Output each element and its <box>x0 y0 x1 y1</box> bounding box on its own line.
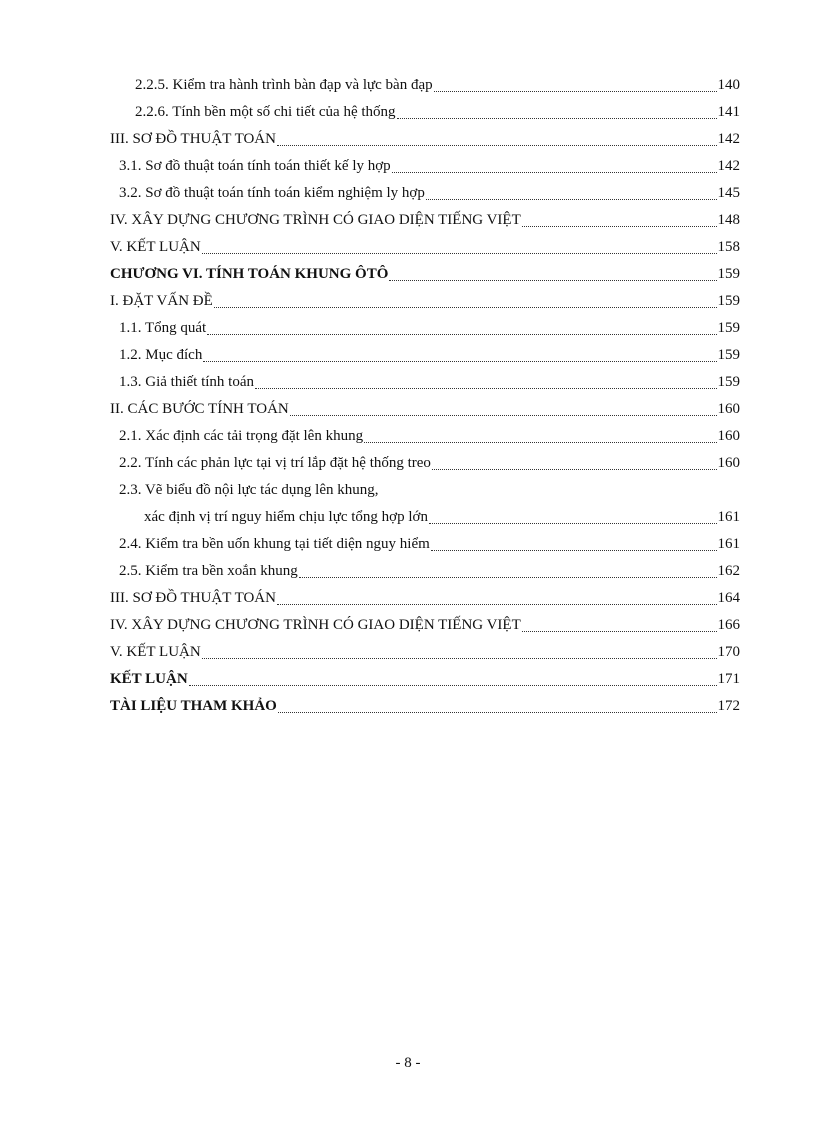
toc-entry[interactable] <box>110 558 740 585</box>
toc-entry[interactable] <box>110 639 740 666</box>
toc-entry[interactable] <box>110 261 740 288</box>
toc-entry-title: II. CÁC BƯỚC TÍNH TOÁN <box>110 401 289 417</box>
toc-entry-title: KẾT LUẬN <box>110 671 188 687</box>
toc-entry-title: 2.2.6. Tính bền một số chi tiết của hệ thống <box>135 104 396 120</box>
toc-entry-title: CHƯƠNG VI. TÍNH TOÁN KHUNG ÔTÔ <box>110 266 389 282</box>
toc-entry-page: 159 <box>717 320 740 336</box>
toc-entry-title: III. SƠ ĐỒ THUẬT TOÁN <box>110 590 276 606</box>
toc-entry[interactable] <box>110 450 740 477</box>
toc-entry[interactable] <box>110 477 740 504</box>
toc-dot-leader <box>214 307 717 308</box>
toc-entry-page: 140 <box>717 77 740 93</box>
toc-entry-title: 2.2. Tính các phản lực tại vị trí lắp đặt hệ thống treo <box>119 455 431 471</box>
toc-dot-leader <box>389 280 716 281</box>
toc-entry[interactable] <box>110 153 740 180</box>
toc-dot-leader <box>429 523 717 524</box>
toc-entry[interactable] <box>110 612 740 639</box>
toc-entry-page: 159 <box>717 293 740 309</box>
toc-dot-leader <box>426 199 717 200</box>
toc-entry-title: IV. XÂY DỰNG CHƯƠNG TRÌNH CÓ GIAO DIỆN TIẾNG VIỆT <box>110 617 521 633</box>
toc-entry-title: I. ĐẶT VẤN ĐỀ <box>110 293 213 309</box>
toc-entry[interactable] <box>110 396 740 423</box>
toc-entry-page: 159 <box>717 374 740 390</box>
toc-entry-page: 160 <box>717 455 740 471</box>
toc-entry-page: 142 <box>717 158 740 174</box>
toc-entry[interactable] <box>110 531 740 558</box>
toc-entry-title: 3.1. Sơ đồ thuật toán tính toán thiết kế ly hợp <box>119 158 391 174</box>
toc-entry-page: 170 <box>717 644 740 660</box>
toc-dot-leader <box>522 631 717 632</box>
toc-entry-title: 1.2. Mục đích <box>119 347 203 363</box>
toc-entry-title: V. KẾT LUẬN <box>110 239 201 255</box>
toc-entry[interactable] <box>110 693 740 720</box>
toc-entry-title: xác định vị trí nguy hiểm chịu lực tổng hợp lớn <box>144 509 428 525</box>
toc-dot-leader <box>202 658 717 659</box>
toc-entry-title: V. KẾT LUẬN <box>110 644 201 660</box>
toc-entry-page: 160 <box>717 401 740 417</box>
toc-entry-title: 1.3. Giả thiết tính toán <box>119 374 254 390</box>
toc-dot-leader <box>189 685 717 686</box>
toc-dot-leader <box>522 226 717 227</box>
toc-dot-leader <box>431 550 717 551</box>
toc-entry-page: 159 <box>717 347 740 363</box>
toc-dot-leader <box>278 712 717 713</box>
toc-entry-page: 161 <box>717 509 740 525</box>
toc-entry[interactable] <box>110 180 740 207</box>
toc-entry[interactable] <box>110 72 740 99</box>
toc-dot-leader <box>203 361 716 362</box>
toc-entry[interactable] <box>110 207 740 234</box>
toc-entry-title: IV. XÂY DỰNG CHƯƠNG TRÌNH CÓ GIAO DIỆN TIẾNG VIỆT <box>110 212 521 228</box>
toc-entry-page: 159 <box>717 266 740 282</box>
toc-entry-title: 2.1. Xác định các tải trọng đặt lên khung <box>119 428 364 444</box>
toc-entry-page: 171 <box>717 671 740 687</box>
toc-entry[interactable] <box>110 666 740 693</box>
toc-entry[interactable] <box>110 99 740 126</box>
toc-entry-page: 162 <box>717 563 740 579</box>
toc-entry[interactable] <box>110 342 740 369</box>
toc-dot-leader <box>299 577 717 578</box>
toc-entry-title: 2.2.5. Kiểm tra hành trình bàn đạp và lực bàn đạp <box>135 77 433 93</box>
toc-entry-title: III. SƠ ĐỒ THUẬT TOÁN <box>110 131 276 147</box>
toc-entry-page: 141 <box>717 104 740 120</box>
toc-entry-page: 172 <box>717 698 740 714</box>
toc-entry[interactable] <box>110 234 740 261</box>
toc-entry[interactable] <box>110 423 740 450</box>
table-of-contents <box>110 72 740 720</box>
toc-entry-page: 142 <box>717 131 740 147</box>
toc-entry-page: 160 <box>717 428 740 444</box>
toc-entry-page: 158 <box>717 239 740 255</box>
toc-entry-title: 2.5. Kiểm tra bền xoắn khung <box>119 563 298 579</box>
toc-dot-leader <box>434 91 717 92</box>
toc-entry-title: 2.3. Vẽ biểu đồ nội lực tác dụng lên khung, <box>119 482 379 498</box>
toc-entry-page: 145 <box>717 185 740 201</box>
toc-dot-leader <box>207 334 716 335</box>
toc-entry-page: 166 <box>717 617 740 633</box>
toc-entry[interactable] <box>110 504 740 531</box>
toc-dot-leader <box>277 145 717 146</box>
toc-entry-title: 2.4. Kiểm tra bền uốn khung tại tiết diện nguy hiểm <box>119 536 430 552</box>
toc-entry[interactable] <box>110 585 740 612</box>
toc-entry-title: 3.2. Sơ đồ thuật toán tính toán kiểm nghiệm ly hợp <box>119 185 425 201</box>
toc-dot-leader <box>202 253 717 254</box>
toc-entry-title: 1.1. Tổng quát <box>119 320 207 336</box>
toc-entry-page: 161 <box>717 536 740 552</box>
toc-dot-leader <box>397 118 717 119</box>
toc-dot-leader <box>290 415 717 416</box>
page-number: - 8 - <box>395 1055 421 1071</box>
toc-dot-leader <box>392 172 717 173</box>
toc-entry-title: TÀI LIỆU THAM KHẢO <box>110 698 277 714</box>
toc-dot-leader <box>432 469 717 470</box>
toc-entry[interactable] <box>110 288 740 315</box>
toc-entry[interactable] <box>110 126 740 153</box>
toc-dot-leader <box>364 442 716 443</box>
toc-entry-page: 164 <box>717 590 740 606</box>
toc-dot-leader <box>255 388 717 389</box>
toc-entry[interactable] <box>110 369 740 396</box>
toc-entry[interactable] <box>110 315 740 342</box>
toc-entry-page: 148 <box>717 212 740 228</box>
toc-dot-leader <box>277 604 717 605</box>
